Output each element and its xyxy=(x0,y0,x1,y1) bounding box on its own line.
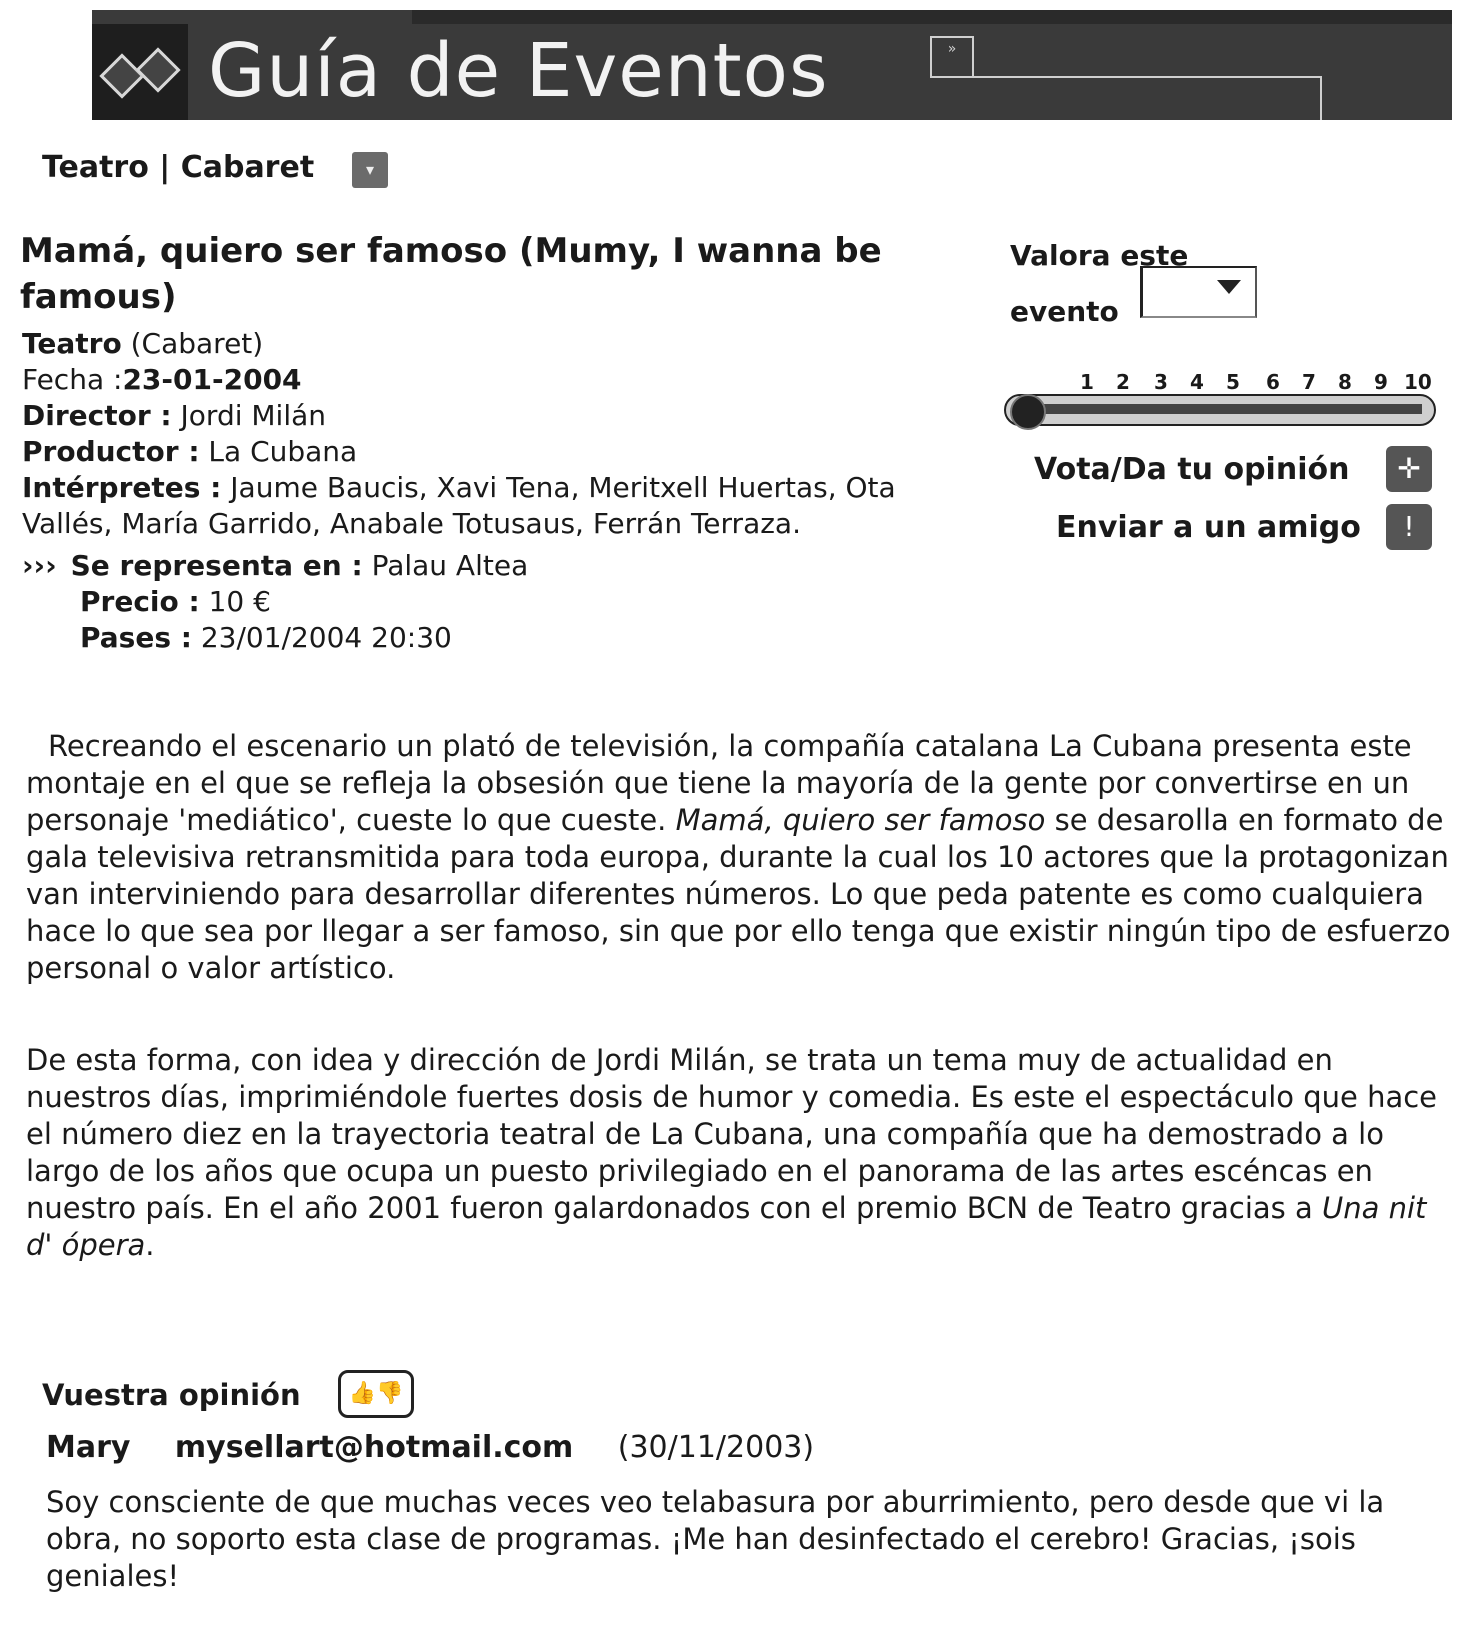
scale-number: 9 xyxy=(1374,370,1388,394)
scale-number: 6 xyxy=(1266,370,1280,394)
description-text: Recreando el escenario un plató de televisión, la compañía catalana La Cubana presenta este montaje en el que se refleja la obsesión que tiene la mayoría de la gente por convertirse en un personaje 'mediático', cueste lo que cueste. xyxy=(26,729,1412,837)
banner-arrow-icon: » xyxy=(930,36,974,78)
description-paragraph-2 xyxy=(26,1042,1456,1264)
description-italic: Mamá, quiero ser famoso xyxy=(675,803,1046,837)
crosshair-icon[interactable]: ✛ xyxy=(1386,446,1432,492)
scale-number: 2 xyxy=(1116,370,1130,394)
comment-text: Soy consciente de que muchas veces veo telabasura por aburrimiento, pero desde que vi la obra, no soporto esta clase de programas. ¡Me han desinfectado el cerebro! Gracias, ¡sois geniales! xyxy=(46,1485,1385,1593)
description-text: . xyxy=(145,1228,155,1262)
scale-number: 4 xyxy=(1190,370,1204,394)
slider-track xyxy=(1040,404,1422,414)
venue-line xyxy=(22,548,528,584)
diamond-logo-icon xyxy=(92,24,188,120)
breadcrumb-subcategory[interactable]: Cabaret xyxy=(180,150,315,185)
triple-arrow-icon: ››› xyxy=(22,549,57,582)
scale-number: 1 xyxy=(1080,370,1094,394)
venue-value: Palau Altea xyxy=(371,549,529,582)
type-label: Teatro xyxy=(22,327,122,360)
performers-value: Jaume Baucis, Xavi Tena, Meritxell Huertas, Ota Vallés, María Garrido, Anabale Totusaus, Ferrán Terraza. xyxy=(22,471,896,540)
description-text: De esta forma, con idea y dirección de Jordi Milán, se trata un tema muy de actualidad en nuestros días, imprimiéndole fuertes dosis de humor y comedia. Es este el espectáculo que hace el número diez en la trayectoria teatral de La Cubana, una compañía que ha demostrado a lo largo de los años que ocupa un puesto privilegiado en el panorama de las artes escéncas en nuestro país. En el año 2001 fueron galardonados con el premio BCN de Teatro gracias a xyxy=(26,1043,1438,1225)
venue-label: Se representa en : xyxy=(70,549,363,582)
banner-top-strip xyxy=(412,10,1452,24)
description-italic: Una nit d' ópera xyxy=(26,1191,1427,1262)
shows-line xyxy=(80,620,452,656)
description-paragraph-1 xyxy=(26,728,1456,987)
scale-number: 3 xyxy=(1154,370,1168,394)
director-label: Director : xyxy=(22,399,172,432)
send-friend-link[interactable]: Enviar a un amigo xyxy=(1056,510,1361,545)
chevron-down-icon[interactable]: ▾ xyxy=(352,152,388,188)
scale-number: 5 xyxy=(1226,370,1240,394)
comment-date: (30/11/2003) xyxy=(617,1430,815,1465)
breadcrumb-separator: | xyxy=(159,150,171,185)
performers-label: Intérpretes : xyxy=(22,471,222,504)
description-text: se desarolla en formato de gala televisiva retransmitida para toda europa, durante la cual los 10 actores que la protagonizan van interviniendo para desarrollar diferentes números. Lo que peda patente es como cualquiera hace lo que sea por llegar a ser famoso, sin que por ello tenga que existir ningún tipo de esfuerzo personal o valor artístico. xyxy=(26,803,1451,985)
date-label: Fecha : xyxy=(22,363,123,396)
producer-label: Productor : xyxy=(22,435,200,468)
type-value: (Cabaret) xyxy=(130,327,264,360)
vote-link[interactable]: Vota/Da tu opinión xyxy=(1034,452,1350,487)
banner-title: Guía de Eventos xyxy=(208,28,829,114)
director-value: Jordi Milán xyxy=(180,399,327,432)
comment-email[interactable]: mysellart@hotmail.com xyxy=(174,1430,574,1465)
rating-label-line1: Valora este xyxy=(1010,239,1189,272)
shows-label: Pases : xyxy=(80,621,192,654)
banner-line-vertical xyxy=(1320,76,1322,120)
scale-number: 10 xyxy=(1404,370,1432,394)
producer-value: La Cubana xyxy=(208,435,358,468)
price-value: 10 € xyxy=(208,585,271,618)
breadcrumb-category[interactable]: Teatro xyxy=(42,150,149,185)
rating-label-line2: evento xyxy=(1010,295,1119,328)
breadcrumb xyxy=(42,150,314,185)
comment-author: Mary xyxy=(46,1430,131,1465)
banner-line xyxy=(932,76,1322,78)
slider-handle[interactable] xyxy=(1010,394,1046,430)
header-banner xyxy=(92,10,1452,120)
thumbs-icon[interactable]: 👍👎 xyxy=(338,1370,414,1418)
scale-number: 8 xyxy=(1338,370,1352,394)
price-label: Precio : xyxy=(80,585,200,618)
rating-scale-numbers xyxy=(1080,370,1440,394)
rating-slider[interactable] xyxy=(1004,394,1436,426)
scale-number: 7 xyxy=(1302,370,1316,394)
comment-meta xyxy=(46,1430,848,1465)
exclamation-icon[interactable]: ! xyxy=(1386,504,1432,550)
event-title: Mamá, quiero ser famoso (Mumy, I wanna be famous) xyxy=(20,231,882,317)
opinions-heading: Vuestra opinión xyxy=(42,1378,301,1412)
rating-select[interactable] xyxy=(1140,266,1257,318)
event-details xyxy=(22,326,1002,542)
price-line xyxy=(80,584,271,620)
chevron-down-icon xyxy=(1217,280,1241,294)
shows-value: 23/01/2004 20:30 xyxy=(200,621,452,654)
date-value: 23-01-2004 xyxy=(122,363,302,396)
